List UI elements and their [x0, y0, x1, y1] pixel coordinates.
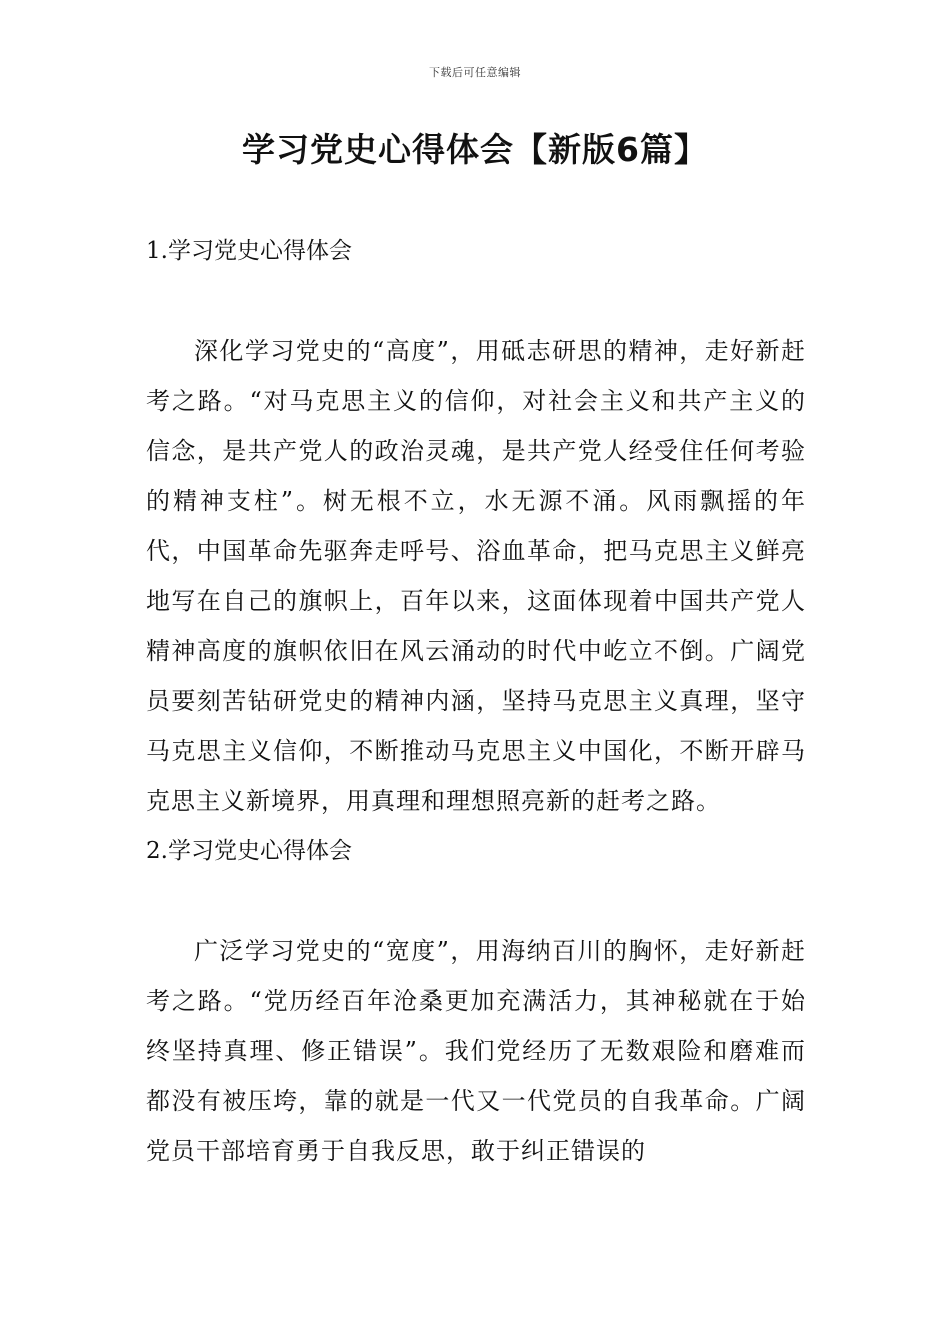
section-paragraph: 深化学习党史的“高度”，用砥志研思的精神，走好新赶考之路。“对马克思主义的信仰，对社会主义和共产主义的信念，是共产党人的政治灵魂，是共产党人经受住任何考验的精神支柱”。树无根不立，水无源不涌。风雨飘摇的年代，中国革命先驱奔走呼号、浴血革命，把马克思主义鲜亮地写在自己的旗帜上，百年以来，这面体现着中国共产党人精神高度的旗帜依旧在风云涌动的时代中屹立不倒。广阔党员要刻苦钻研党史的精神内涵，坚持马克思主义真理，坚守马克思主义信仰，不断推动马克思主义中国化，不断开辟马克思主义新境界，用真理和理想照亮新的赶考之路。	[146, 337, 806, 815]
section-heading: 2.学习党史心得体会	[146, 838, 352, 864]
section-spacer	[146, 876, 806, 926]
document-body	[146, 226, 806, 1176]
section-1	[146, 226, 806, 826]
section-heading: 1.学习党史心得体会	[146, 238, 352, 264]
section-spacer	[146, 276, 806, 326]
document-title: 学习党史心得体会【新版6篇】	[242, 130, 708, 169]
section-2	[146, 826, 806, 1176]
header-note: 下载后可任意编辑	[429, 66, 521, 79]
section-paragraph: 广泛学习党史的“宽度”，用海纳百川的胸怀，走好新赶考之路。“党历经百年沧桑更加充满活力，其神秘就在于始终坚持真理、修正错误”。我们党经历了无数艰险和磨难而都没有被压垮，靠的就是一代又一代党员的自我革命。广阔党员干部培育勇于自我反思，敢于纠正错误的	[146, 937, 806, 1165]
